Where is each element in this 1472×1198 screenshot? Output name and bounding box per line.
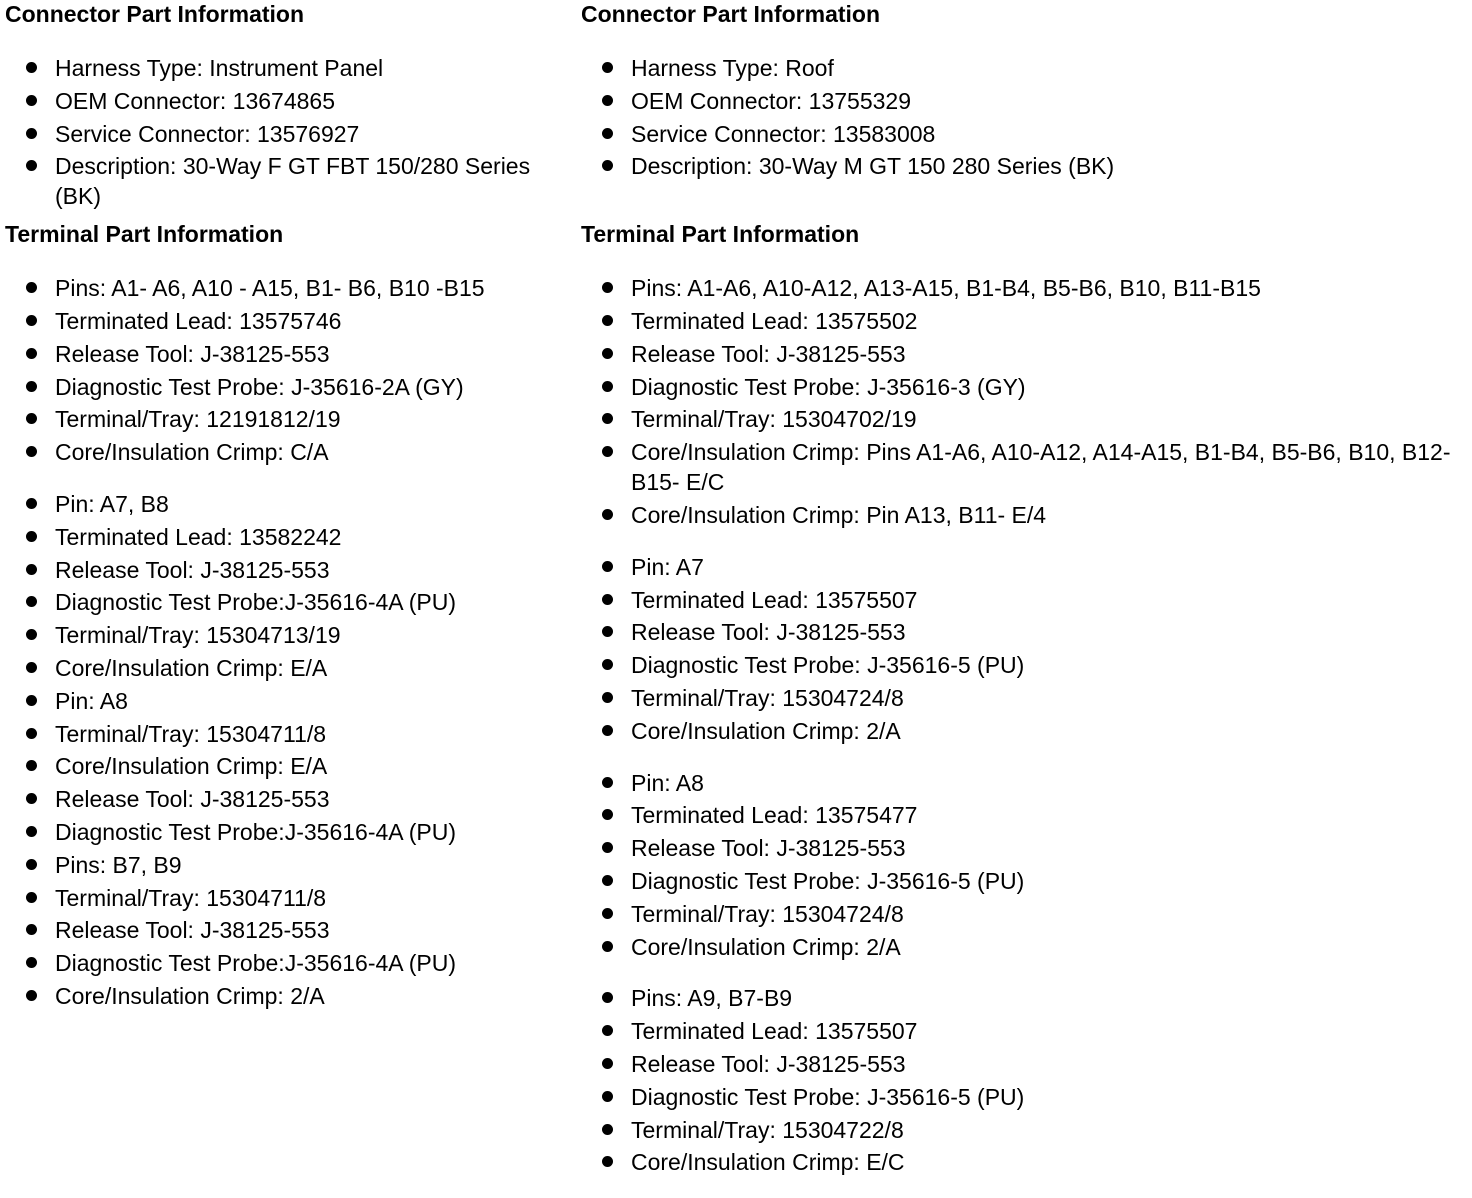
list-item-text: Release Tool: J-38125-553 [55,786,330,813]
list-item [5,883,575,913]
list-item-text: Terminated Lead: 13575502 [631,307,918,334]
list-item-text: Terminated Lead: 13575507 [631,586,918,613]
list-item [5,686,575,716]
terminal-heading: Terminal Part Information [5,221,284,248]
list-item [581,1082,1466,1112]
list-item [581,372,1466,402]
bullet-icon [26,446,37,457]
list-item [581,1016,1466,1046]
list-item [581,53,1466,83]
list-item-text: Service Connector: 13576927 [55,120,360,147]
bullet-icon [26,564,37,575]
list-item [581,1049,1466,1079]
bullet-icon [602,381,613,392]
bullet-icon [602,725,613,736]
bullet-icon [26,695,37,706]
bullet-icon [26,859,37,870]
bullet-icon [602,809,613,820]
bullet-icon [602,1091,613,1102]
list-item [5,522,575,552]
list-item [5,489,575,519]
bullet-icon [602,941,613,952]
bullet-icon [602,561,613,572]
bullet-icon [26,924,37,935]
list-item [5,273,575,303]
list-item-text: Pin: A7, B8 [55,490,169,517]
list-item-text: Terminal/Tray: 15304711/8 [55,720,327,747]
list-item-text: Core/Insulation Crimp: 2/A [631,933,901,960]
bullet-icon [26,957,37,968]
list-item-text: Harness Type: Instrument Panel [55,55,384,81]
list-item [581,1115,1466,1145]
bullet-icon [602,446,613,457]
list-item [581,650,1466,680]
list-item [5,372,575,402]
list-item [5,653,575,683]
list-item-text: Diagnostic Test Probe:J-35616-4A (PU) [55,950,456,977]
list-item-text: Diagnostic Test Probe: J-35616-5 (PU) [631,1083,1025,1110]
list-item [581,273,1466,303]
list-item [5,948,575,978]
list-item [581,437,1466,497]
list-item-text: Terminated Lead: 13582242 [55,523,342,550]
list-item-text: Core/Insulation Crimp: 2/A [631,717,901,744]
bullet-icon [26,793,37,804]
list-item [5,719,575,749]
bullet-icon [26,413,37,424]
list-item [581,800,1466,830]
bullet-icon [26,596,37,607]
bullet-icon [26,826,37,837]
list-item [581,617,1466,647]
list-item [581,983,1466,1013]
list-item-text: Terminal/Tray: 15304711/8 [55,884,327,911]
list-item [581,716,1466,746]
list-item-text: Diagnostic Test Probe:J-35616-4A (PU) [55,818,456,845]
list-item [5,86,575,116]
list-item-text: Diagnostic Test Probe:J-35616-4A (PU) [55,589,456,616]
list-item [5,437,575,467]
bullet-icon [602,777,613,788]
terminal-group-list [5,273,575,467]
terminal-heading: Terminal Part Information [581,221,860,248]
bullet-icon [26,498,37,509]
bullet-icon [602,1025,613,1036]
terminal-group-list [581,768,1466,962]
list-item-text: Diagnostic Test Probe: J-35616-5 (PU) [631,652,1025,679]
list-item-text: Core/Insulation Crimp: C/A [55,439,329,466]
bullet-icon [26,892,37,903]
connector-heading: Connector Part Information [5,1,305,27]
list-item-text: Terminal/Tray: 12191812/19 [55,406,341,433]
bullet-icon [602,626,613,637]
list-item [5,119,575,149]
list-item [5,306,575,336]
list-item [5,53,575,83]
list-item [581,866,1466,896]
bullet-icon [26,990,37,1001]
list-item-text: Core/Insulation Crimp: Pin A13, B11- E/4 [631,501,1047,528]
bullet-icon [602,509,613,520]
list-item [5,850,575,880]
terminal-group-list [581,552,1466,746]
list-item-text: Release Tool: J-38125-553 [631,619,906,646]
list-item-text: Terminated Lead: 13575507 [631,1018,918,1045]
list-item-text: Service Connector: 13583008 [631,120,936,147]
connector-list [5,53,575,211]
list-item [581,552,1466,582]
list-item-text: Harness Type: Roof [631,55,834,81]
list-item-text: Pin: A8 [55,687,128,714]
bullet-icon [602,875,613,886]
list-item [581,585,1466,615]
bullet-icon [602,315,613,326]
list-item [5,620,575,650]
left-column [5,0,575,1014]
list-item-text: Terminal/Tray: 15304713/19 [55,622,341,649]
list-item-text: Release Tool: J-38125-553 [55,340,330,367]
bullet-icon [26,62,37,73]
list-item [581,151,1466,181]
bullet-icon [26,728,37,739]
bullet-icon [26,348,37,359]
bullet-icon [602,594,613,605]
list-item-text: Pins: A1-A6, A10-A12, A13-A15, B1-B4, B5-B6, B10, B11-B15 [631,275,1261,302]
list-item [581,833,1466,863]
list-item-text: Terminal/Tray: 15304724/8 [631,684,904,711]
list-item-text: Pin: A8 [631,769,704,796]
bullet-icon [602,95,613,106]
list-item-text: Core/Insulation Crimp: E/C [631,1149,905,1176]
bullet-icon [602,908,613,919]
list-item-text: Core/Insulation Crimp: E/A [55,753,328,780]
bullet-icon [602,413,613,424]
connector-heading: Connector Part Information [581,1,881,27]
bullet-icon [26,128,37,139]
bullet-icon [26,531,37,542]
list-item [581,932,1466,962]
bullet-icon [26,160,37,171]
bullet-icon [602,62,613,73]
bullet-icon [26,95,37,106]
bullet-icon [26,629,37,640]
list-item [581,500,1466,530]
bullet-icon [26,381,37,392]
list-item-text: Description: 30-Way M GT 150 280 Series (BK) [631,153,1115,180]
list-item-text: Release Tool: J-38125-553 [631,340,906,367]
list-item-text: Release Tool: J-38125-553 [631,1050,906,1077]
bullet-icon [602,692,613,703]
list-item-text: Pins: B7, B9 [55,851,182,878]
bullet-icon [602,842,613,853]
list-item [5,751,575,781]
list-item [581,339,1466,369]
list-item-text: Release Tool: J-38125-553 [55,917,330,944]
list-item-text: Diagnostic Test Probe: J-35616-5 (PU) [631,867,1025,894]
list-item-text: Pins: A1- A6, A10 - A15, B1- B6, B10 -B15 [55,275,485,302]
list-item-text: Diagnostic Test Probe: J-35616-3 (GY) [631,373,1026,400]
list-item [5,555,575,585]
list-item [5,784,575,814]
list-item-text: Description: 30-Way F GT FBT 150/280 Series (BK) [55,153,531,210]
connector-list [581,53,1466,181]
list-item [581,306,1466,336]
list-item [5,151,575,211]
list-item [581,768,1466,798]
list-item [581,899,1466,929]
bullet-icon [26,662,37,673]
bullet-icon [602,659,613,670]
list-item-text: Terminated Lead: 13575746 [55,307,342,334]
right-column [581,0,1466,1180]
terminal-group-list [581,983,1466,1177]
list-item [581,119,1466,149]
list-item-text: Release Tool: J-38125-553 [55,556,330,583]
bullet-icon [602,992,613,1003]
bullet-icon [602,160,613,171]
list-item-text: Core/Insulation Crimp: E/A [55,654,328,681]
list-item-text: Terminated Lead: 13575477 [631,802,918,829]
list-item-text: Terminal/Tray: 15304722/8 [631,1116,904,1143]
bullet-icon [602,1124,613,1135]
bullet-icon [602,1156,613,1167]
list-item-text: Pins: A9, B7-B9 [631,985,793,1012]
list-item [5,915,575,945]
bullet-icon [602,348,613,359]
list-item [581,683,1466,713]
list-item-text: Release Tool: J-38125-553 [631,835,906,862]
list-item [5,981,575,1011]
bullet-icon [602,128,613,139]
list-item-text: OEM Connector: 13674865 [55,87,336,114]
list-item [581,1147,1466,1177]
list-item [5,587,575,617]
bullet-icon [602,282,613,293]
list-item-text: Terminal/Tray: 15304702/19 [631,406,917,433]
list-item [5,817,575,847]
terminal-group-list [581,273,1466,530]
list-item-text: Pin: A7 [631,553,704,580]
list-item [5,404,575,434]
list-item-text: Diagnostic Test Probe: J-35616-2A (GY) [55,373,464,400]
bullet-icon [26,760,37,771]
terminal-group-list [5,489,575,1011]
list-item-text: Core/Insulation Crimp: Pins A1-A6, A10-A12, A14-A15, B1-B4, B5-B6, B10, B12-B15- E/C [631,439,1451,496]
list-item [581,86,1466,116]
bullet-icon [26,315,37,326]
bullet-icon [602,1058,613,1069]
bullet-icon [26,282,37,293]
list-item-text: OEM Connector: 13755329 [631,87,912,114]
list-item-text: Core/Insulation Crimp: 2/A [55,982,325,1009]
list-item [581,404,1466,434]
list-item [5,339,575,369]
list-item-text: Terminal/Tray: 15304724/8 [631,900,904,927]
